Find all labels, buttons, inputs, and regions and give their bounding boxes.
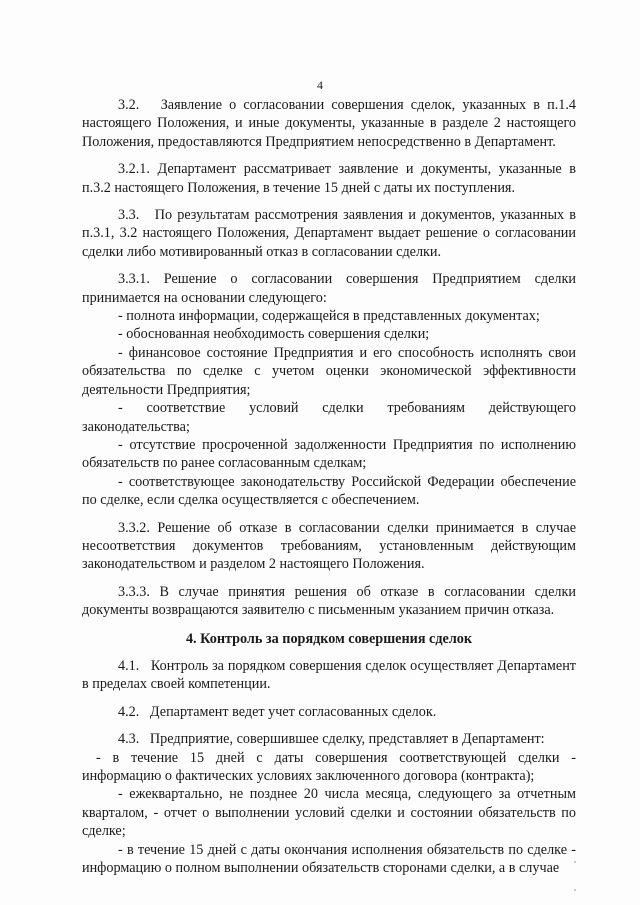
- scan-artifact: [574, 889, 576, 891]
- paragraph-4-3: 4.3. Предприятие, совершившее сделку, представляет в Департамент:: [118, 731, 545, 748]
- paragraph-3-3-2: 3.3.2. Решение об отказе в согласовании сделки принимается в случае несоответствия документов требованиям, установленным действующим законодательством и разделом 2 настоящего Положения.: [82, 519, 576, 573]
- list-item: - в течение 15 дней с даты окончания исполнения обязательств по сделке - информацию о полном выполнении обязательств сторонами сделки, а в случае: [82, 841, 576, 877]
- paragraph-3-3-1: 3.3.1. Решение о согласовании совершения Предприятием сделки принимается на основании следующего:: [82, 271, 576, 306]
- paragraph-3-2-1: 3.2.1. Департамент рассматривает заявление и документы, указанные в п.3.2 настоящего Положения, в течение 15 дней с даты их поступления.: [82, 161, 576, 196]
- document-body: [82, 96, 576, 877]
- section-heading: 4. Контроль за порядком совершения сделок: [185, 630, 473, 647]
- list-item: - финансовое состояние Предприятия и его способность исполнять свои обязательства по сделке с учетом оценки экономической эффективности деятельности Предприятия;: [82, 344, 576, 398]
- list-item: - ежеквартально, не позднее 20 числа месяца, следующего за отчетным кварталом, - отчет о выполнении условий сделки и состоянии обязательств по сделке;: [82, 786, 576, 840]
- paragraph-3-3: 3.3. По результатам рассмотрения заявления и документов, указанных в п.3.1, 3.2 настоящего Положения, Департамент выдает решение о согласовании сделки либо мотивированный отказ в согласовании сделки.: [82, 207, 576, 260]
- list-item: - отсутствие просроченной задолженности Предприятия по исполнению обязательств по ранее согласованным сделкам;: [82, 436, 576, 472]
- paragraph-3-3-3: 3.3.3. В случае принятия решения об отказе в согласовании сделки документы возвращаются заявителю с письменным указанием причин отказа.: [82, 583, 576, 619]
- page-number: 4: [317, 78, 323, 92]
- paragraph-4-2: 4.2. Департамент ведет учет согласованных сделок.: [118, 703, 437, 720]
- paragraph-3-2: 3.2. Заявление о согласовании совершения сделок, указанных в п.1.4 настоящего Положения, и иные документы, указанные в разделе 2 настоящего Положения, предоставляются Предприятием непосредственно в Департамент.: [82, 97, 576, 150]
- scan-artifact: [574, 861, 576, 863]
- list-item: - соответствующее законодательству Российской Федерации обеспечение по сделке, если сделка осуществляется с обеспечением.: [82, 473, 576, 509]
- list-item: - в течение 15 дней с даты совершения соответствующей сделки - информацию о фактических условиях заключенного договора (контракта);: [82, 749, 576, 784]
- paragraph-4-1: 4.1. Контроль за порядком совершения сделок осуществляет Департамент в пределах своей компетенции.: [82, 657, 576, 693]
- list-item: - полнота информации, содержащейся в представленных документах;: [118, 308, 540, 325]
- list-item: - обоснованная необходимость совершения сделки;: [118, 326, 430, 343]
- list-item: - соответствие условий сделки требованиям действующего законодательства;: [82, 400, 576, 435]
